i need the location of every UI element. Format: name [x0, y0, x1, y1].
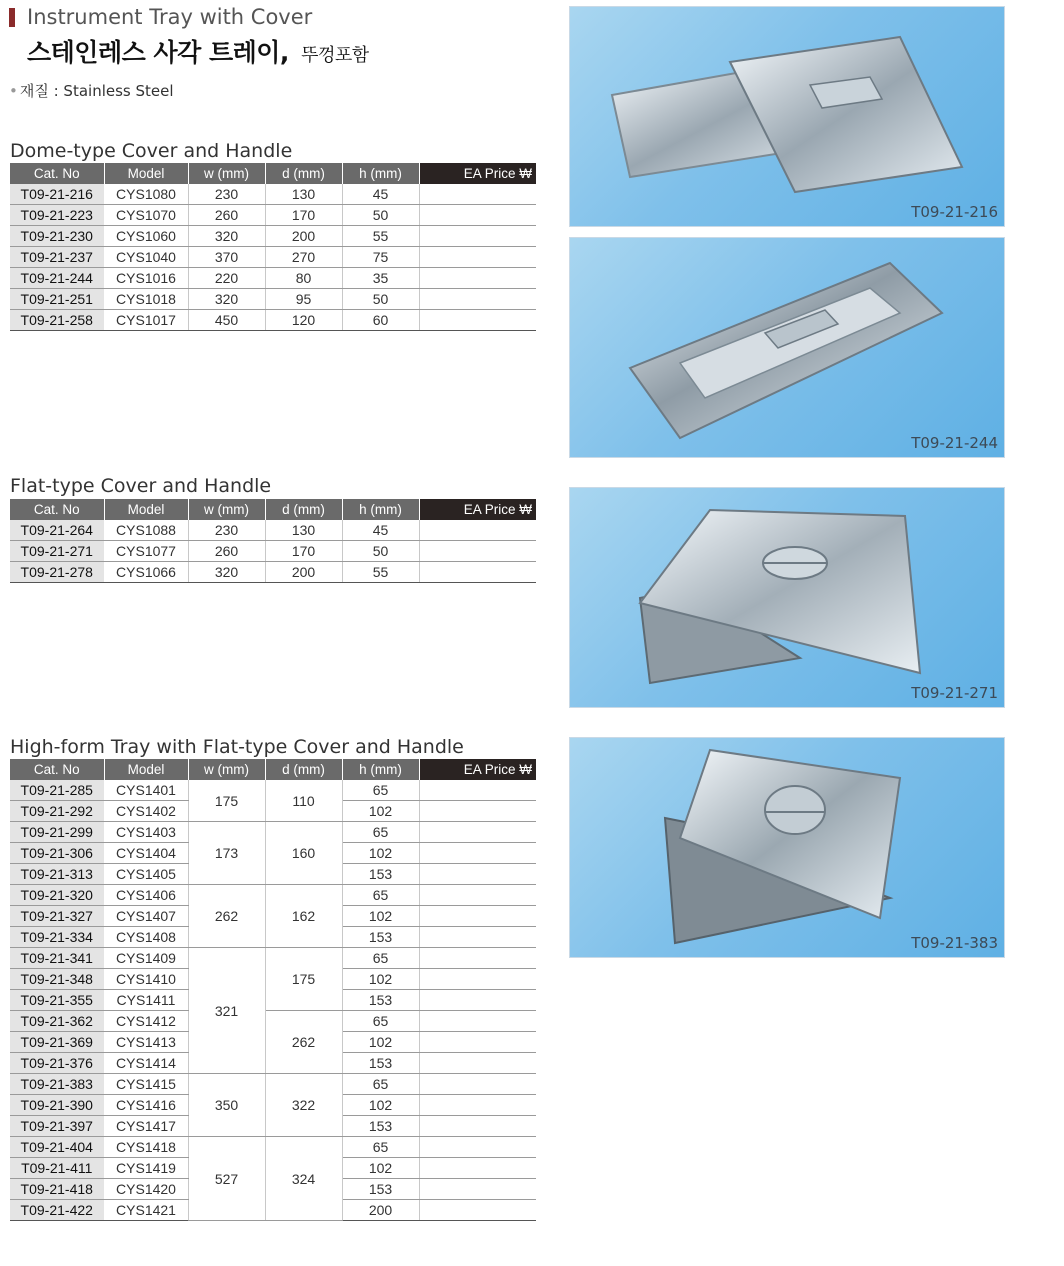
price-cell — [419, 1032, 536, 1053]
depth-cell: 170 — [265, 541, 342, 562]
model-cell: CYS1040 — [104, 247, 188, 268]
product-photo-flat-tray — [569, 487, 1005, 708]
material-note — [9, 80, 174, 101]
model-cell: CYS1066 — [104, 562, 188, 583]
model-cell: CYS1060 — [104, 226, 188, 247]
cat-no-cell: T09-21-223 — [10, 205, 104, 226]
model-cell: CYS1414 — [104, 1053, 188, 1074]
model-cell: CYS1404 — [104, 843, 188, 864]
price-cell — [419, 843, 536, 864]
cat-no-cell: T09-21-348 — [10, 969, 104, 990]
page-title-korean — [27, 33, 369, 69]
col-header-depth: d (mm) — [265, 759, 342, 780]
col-header-price: EA Price ₩ — [419, 163, 536, 184]
price-cell — [419, 289, 536, 310]
page-title-korean-sub: 뚜껑포함 — [301, 45, 369, 66]
price-cell — [419, 1011, 536, 1032]
cat-no-cell: T09-21-264 — [10, 520, 104, 541]
cat-no-cell: T09-21-418 — [10, 1179, 104, 1200]
col-header-model: Model — [104, 759, 188, 780]
section-title-high-form: High-form Tray with Flat-type Cover and Handle — [10, 736, 464, 758]
height-cell: 65 — [342, 1074, 419, 1095]
width-cell: 320 — [188, 289, 265, 310]
model-cell: CYS1070 — [104, 205, 188, 226]
steel-tray-illustration — [570, 7, 1004, 226]
price-cell — [419, 268, 536, 289]
width-cell: 230 — [188, 520, 265, 541]
depth-cell: 170 — [265, 205, 342, 226]
cat-no-cell: T09-21-278 — [10, 562, 104, 583]
price-cell — [419, 780, 536, 801]
price-cell — [419, 247, 536, 268]
flat-type-spec-table — [10, 499, 536, 583]
height-cell: 200 — [342, 1200, 419, 1221]
height-cell: 102 — [342, 969, 419, 990]
depth-cell: 130 — [265, 184, 342, 205]
height-cell: 65 — [342, 885, 419, 906]
height-cell: 153 — [342, 927, 419, 948]
depth-cell: 80 — [265, 268, 342, 289]
photo-caption: T09-21-216 — [911, 203, 998, 221]
depth-cell: 162 — [265, 885, 342, 948]
col-header-cat-no: Cat. No — [10, 759, 104, 780]
height-cell: 65 — [342, 780, 419, 801]
height-cell: 102 — [342, 801, 419, 822]
model-cell: CYS1410 — [104, 969, 188, 990]
depth-cell: 200 — [265, 562, 342, 583]
height-cell: 50 — [342, 541, 419, 562]
col-header-price: EA Price ₩ — [419, 499, 536, 520]
price-cell — [419, 927, 536, 948]
col-header-height: h (mm) — [342, 163, 419, 184]
model-cell: CYS1016 — [104, 268, 188, 289]
model-cell: CYS1416 — [104, 1095, 188, 1116]
cat-no-cell: T09-21-313 — [10, 864, 104, 885]
price-cell — [419, 226, 536, 247]
depth-cell: 160 — [265, 822, 342, 885]
col-header-model: Model — [104, 499, 188, 520]
height-cell: 102 — [342, 1158, 419, 1179]
price-cell — [419, 801, 536, 822]
height-cell: 102 — [342, 1095, 419, 1116]
col-header-depth: d (mm) — [265, 163, 342, 184]
height-cell: 153 — [342, 864, 419, 885]
cat-no-cell: T09-21-362 — [10, 1011, 104, 1032]
cat-no-cell: T09-21-411 — [10, 1158, 104, 1179]
table-row — [10, 541, 536, 562]
height-cell: 102 — [342, 1032, 419, 1053]
table-row — [10, 822, 536, 843]
depth-cell: 200 — [265, 226, 342, 247]
cat-no-cell: T09-21-299 — [10, 822, 104, 843]
steel-tray-illustration — [570, 738, 1004, 957]
price-cell — [419, 541, 536, 562]
model-cell: CYS1080 — [104, 184, 188, 205]
model-cell: CYS1415 — [104, 1074, 188, 1095]
model-cell: CYS1077 — [104, 541, 188, 562]
cat-no-cell: T09-21-397 — [10, 1116, 104, 1137]
table-row — [10, 1137, 536, 1158]
model-cell: CYS1407 — [104, 906, 188, 927]
model-cell: CYS1411 — [104, 990, 188, 1011]
width-cell: 370 — [188, 247, 265, 268]
cat-no-cell: T09-21-320 — [10, 885, 104, 906]
table-row — [10, 520, 536, 541]
price-cell — [419, 1074, 536, 1095]
model-cell: CYS1406 — [104, 885, 188, 906]
title-accent-bar — [9, 8, 15, 27]
depth-cell: 324 — [265, 1137, 342, 1221]
width-cell: 173 — [188, 822, 265, 885]
width-cell: 350 — [188, 1074, 265, 1137]
model-cell: CYS1420 — [104, 1179, 188, 1200]
col-header-model: Model — [104, 163, 188, 184]
cat-no-cell: T09-21-292 — [10, 801, 104, 822]
table-row — [10, 310, 536, 331]
section-title-flat: Flat-type Cover and Handle — [10, 475, 272, 497]
price-cell — [419, 205, 536, 226]
table-row — [10, 562, 536, 583]
height-cell: 50 — [342, 205, 419, 226]
col-header-cat-no: Cat. No — [10, 163, 104, 184]
width-cell: 220 — [188, 268, 265, 289]
cat-no-cell: T09-21-383 — [10, 1074, 104, 1095]
table-row — [10, 885, 536, 906]
model-cell: CYS1017 — [104, 310, 188, 331]
cat-no-cell: T09-21-251 — [10, 289, 104, 310]
height-cell: 102 — [342, 906, 419, 927]
col-header-width: w (mm) — [188, 499, 265, 520]
height-cell: 75 — [342, 247, 419, 268]
price-cell — [419, 969, 536, 990]
cat-no-cell: T09-21-285 — [10, 780, 104, 801]
height-cell: 65 — [342, 948, 419, 969]
photo-caption: T09-21-271 — [911, 684, 998, 702]
cat-no-cell: T09-21-258 — [10, 310, 104, 331]
price-cell — [419, 1200, 536, 1221]
price-cell — [419, 948, 536, 969]
cat-no-cell: T09-21-376 — [10, 1053, 104, 1074]
bullet-icon: • — [9, 82, 18, 100]
cat-no-cell: T09-21-271 — [10, 541, 104, 562]
width-cell: 321 — [188, 948, 265, 1074]
cat-no-cell: T09-21-327 — [10, 906, 104, 927]
depth-cell: 95 — [265, 289, 342, 310]
table-header-row — [10, 163, 536, 184]
model-cell: CYS1412 — [104, 1011, 188, 1032]
height-cell: 153 — [342, 1116, 419, 1137]
table-header-row — [10, 759, 536, 780]
photo-caption: T09-21-244 — [911, 434, 998, 452]
price-cell — [419, 184, 536, 205]
table-row — [10, 289, 536, 310]
depth-cell: 322 — [265, 1074, 342, 1137]
price-cell — [419, 885, 536, 906]
product-photo-high-form-tray — [569, 737, 1005, 958]
model-cell: CYS1088 — [104, 520, 188, 541]
height-cell: 45 — [342, 184, 419, 205]
width-cell: 320 — [188, 562, 265, 583]
model-cell: CYS1413 — [104, 1032, 188, 1053]
width-cell: 320 — [188, 226, 265, 247]
model-cell: CYS1417 — [104, 1116, 188, 1137]
cat-no-cell: T09-21-237 — [10, 247, 104, 268]
model-cell: CYS1401 — [104, 780, 188, 801]
cat-no-cell: T09-21-404 — [10, 1137, 104, 1158]
model-cell: CYS1405 — [104, 864, 188, 885]
depth-cell: 130 — [265, 520, 342, 541]
table-row — [10, 184, 536, 205]
col-header-height: h (mm) — [342, 499, 419, 520]
model-cell: CYS1418 — [104, 1137, 188, 1158]
model-cell: CYS1403 — [104, 822, 188, 843]
table-row — [10, 226, 536, 247]
price-cell — [419, 520, 536, 541]
height-cell: 102 — [342, 843, 419, 864]
depth-cell: 270 — [265, 247, 342, 268]
height-cell: 153 — [342, 1179, 419, 1200]
col-header-cat-no: Cat. No — [10, 499, 104, 520]
model-cell: CYS1409 — [104, 948, 188, 969]
col-header-width: w (mm) — [188, 759, 265, 780]
col-header-price: EA Price ₩ — [419, 759, 536, 780]
width-cell: 230 — [188, 184, 265, 205]
height-cell: 55 — [342, 226, 419, 247]
height-cell: 65 — [342, 1011, 419, 1032]
high-form-spec-table — [10, 759, 536, 1221]
material-text: 재질 : Stainless Steel — [19, 82, 174, 100]
price-cell — [419, 1137, 536, 1158]
price-cell — [419, 1053, 536, 1074]
depth-cell: 175 — [265, 948, 342, 1011]
width-cell: 175 — [188, 780, 265, 822]
col-header-width: w (mm) — [188, 163, 265, 184]
model-cell: CYS1402 — [104, 801, 188, 822]
depth-cell: 120 — [265, 310, 342, 331]
cat-no-cell: T09-21-422 — [10, 1200, 104, 1221]
height-cell: 50 — [342, 289, 419, 310]
price-cell — [419, 906, 536, 927]
table-row — [10, 205, 536, 226]
cat-no-cell: T09-21-306 — [10, 843, 104, 864]
section-title-dome: Dome-type Cover and Handle — [10, 140, 293, 162]
table-row — [10, 268, 536, 289]
table-row — [10, 948, 536, 969]
model-cell: CYS1408 — [104, 927, 188, 948]
width-cell: 527 — [188, 1137, 265, 1221]
height-cell: 45 — [342, 520, 419, 541]
cat-no-cell: T09-21-334 — [10, 927, 104, 948]
width-cell: 450 — [188, 310, 265, 331]
depth-cell: 262 — [265, 1011, 342, 1074]
table-row — [10, 780, 536, 801]
steel-tray-illustration — [570, 488, 1004, 707]
height-cell: 65 — [342, 822, 419, 843]
height-cell: 153 — [342, 990, 419, 1011]
price-cell — [419, 310, 536, 331]
height-cell: 60 — [342, 310, 419, 331]
cat-no-cell: T09-21-390 — [10, 1095, 104, 1116]
height-cell: 35 — [342, 268, 419, 289]
page-title-korean-main: 스테인레스 사각 트레이, — [27, 38, 289, 67]
price-cell — [419, 822, 536, 843]
cat-no-cell: T09-21-230 — [10, 226, 104, 247]
price-cell — [419, 1179, 536, 1200]
model-cell: CYS1421 — [104, 1200, 188, 1221]
width-cell: 262 — [188, 885, 265, 948]
price-cell — [419, 1116, 536, 1137]
photo-caption: T09-21-383 — [911, 934, 998, 952]
width-cell: 260 — [188, 205, 265, 226]
product-photo-dome-tray — [569, 6, 1005, 227]
cat-no-cell: T09-21-369 — [10, 1032, 104, 1053]
cat-no-cell: T09-21-244 — [10, 268, 104, 289]
page-title-english: Instrument Tray with Cover — [27, 5, 313, 29]
col-header-height: h (mm) — [342, 759, 419, 780]
cat-no-cell: T09-21-355 — [10, 990, 104, 1011]
price-cell — [419, 990, 536, 1011]
table-header-row — [10, 499, 536, 520]
price-cell — [419, 1158, 536, 1179]
model-cell: CYS1018 — [104, 289, 188, 310]
price-cell — [419, 562, 536, 583]
table-row — [10, 1011, 536, 1032]
depth-cell: 110 — [265, 780, 342, 822]
steel-tray-illustration — [570, 238, 1004, 457]
price-cell — [419, 864, 536, 885]
table-row — [10, 247, 536, 268]
model-cell: CYS1419 — [104, 1158, 188, 1179]
cat-no-cell: T09-21-216 — [10, 184, 104, 205]
table-row — [10, 1074, 536, 1095]
height-cell: 153 — [342, 1053, 419, 1074]
product-photo-dome-tray-long — [569, 237, 1005, 458]
price-cell — [419, 1095, 536, 1116]
height-cell: 55 — [342, 562, 419, 583]
col-header-depth: d (mm) — [265, 499, 342, 520]
width-cell: 260 — [188, 541, 265, 562]
cat-no-cell: T09-21-341 — [10, 948, 104, 969]
height-cell: 65 — [342, 1137, 419, 1158]
dome-type-spec-table — [10, 163, 536, 331]
